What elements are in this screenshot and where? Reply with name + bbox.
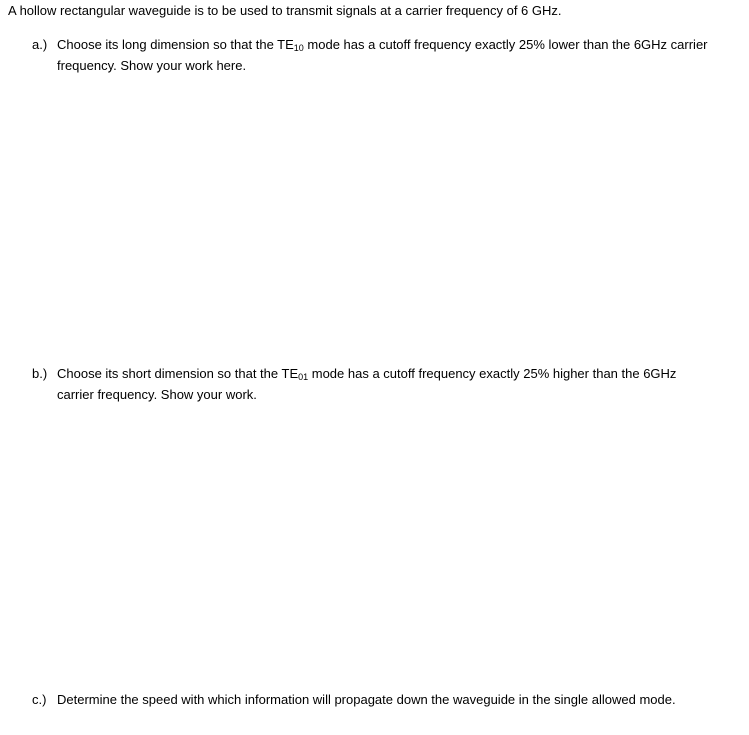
question-a-text-line1: [57, 37, 708, 53]
question-a-text-line2: frequency. Show your work here.: [57, 58, 247, 73]
question-a-mode-subscript: 10: [293, 43, 304, 53]
question-a-work-area[interactable]: [57, 80, 727, 360]
question-b-label: b.): [32, 366, 48, 381]
question-c-label: c.): [32, 692, 47, 707]
question-b-text-line2: carrier frequency. Show your work.: [57, 387, 257, 402]
question-b-mode-subscript: 01: [298, 372, 309, 382]
question-a-text-before: Choose its long dimension so that the TE: [57, 37, 294, 52]
question-b-text-before: Choose its short dimension so that the TE: [57, 366, 299, 381]
question-c-text-line1: Determine the speed with which information will propagate down the waveguide in the single allowed mode.: [57, 692, 676, 707]
question-a-text-after: mode has a cutoff frequency exactly 25% lower than the 6GHz carrier: [303, 37, 708, 52]
problem-intro: A hollow rectangular waveguide is to be used to transmit signals at a carrier frequency of 6 GHz.: [8, 3, 562, 18]
question-b-work-area[interactable]: [57, 410, 727, 685]
question-b-text-after: mode has a cutoff frequency exactly 25% higher than the 6GHz: [308, 366, 677, 381]
question-b-text-line1: [57, 366, 676, 382]
question-a-label: a.): [32, 37, 48, 52]
